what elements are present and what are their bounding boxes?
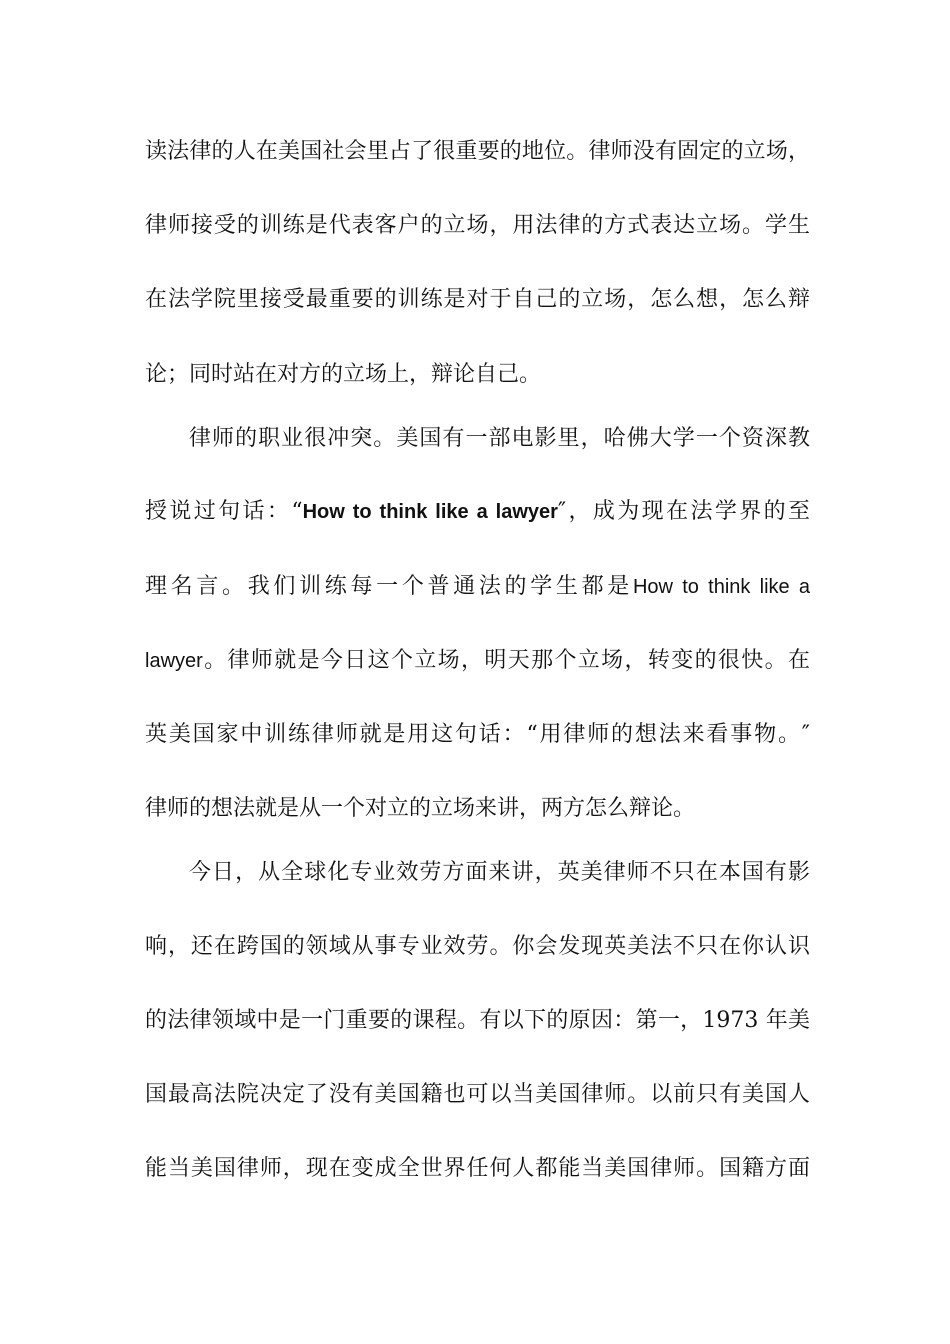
paragraph-3-line-3: 的法律领域中是一门重要的课程。有以下的原因：第一，1973 年美 [145,1008,810,1033]
paragraph-1-line-3: 在法学院里接受最重要的训练是对于自己的立场，怎么想，怎么辩 [145,287,810,312]
paragraph-1-line-1: 读法律的人在美国社会里占了很重要的地位。律师没有固定的立场， [145,139,810,164]
paragraph-3-line-2: 响，还在跨国的领域从事专业效劳。你会发现英美法不只在你认识 [145,934,810,959]
paragraph-2-line-2 [145,495,810,529]
quote-english: How to think like a lawyer [302,501,558,523]
english-word: lawyer [145,650,203,672]
paragraph-1-line-4: 论；同时站在对方的立场上，辩论自己。 [145,362,542,387]
paragraph-2-line-4 [145,644,810,678]
paragraph-1-line-2: 律师接受的训练是代表客户的立场，用法律的方式表达立场。学生 [145,213,810,238]
paragraph-2-line-5: 英美国家中训练律师就是用这句话：“用律师的想法来看事物。″ [145,722,810,747]
quote-suffix: ″，成为现在法学界的至 [557,499,810,524]
english-phrase: How to think like a [632,576,810,598]
quote-prefix: 授说过句话：“ [145,499,303,524]
paragraph-3-line-1: 今日，从全球化专业效劳方面来讲，英美律师不只在本国有影 [189,860,810,885]
paragraph-3-line-4: 国最高法院决定了没有美国籍也可以当美国律师。以前只有美国人 [145,1082,810,1107]
line-text: 理名言。我们训练每一个普通法的学生都是 [145,574,633,599]
paragraph-2-line-1: 律师的职业很冲突。美国有一部电影里，哈佛大学一个资深教 [189,426,810,451]
paragraph-3-line-5: 能当美国律师，现在变成全世界任何人都能当美国律师。国籍方面 [145,1156,810,1181]
paragraph-2-line-3 [145,570,810,604]
line-text: 。律师就是今日这个立场，明天那个立场，转变的很快。在 [202,648,810,673]
paragraph-2-line-6: 律师的想法就是从一个对立的立场来讲，两方怎么辩论。 [145,796,696,821]
